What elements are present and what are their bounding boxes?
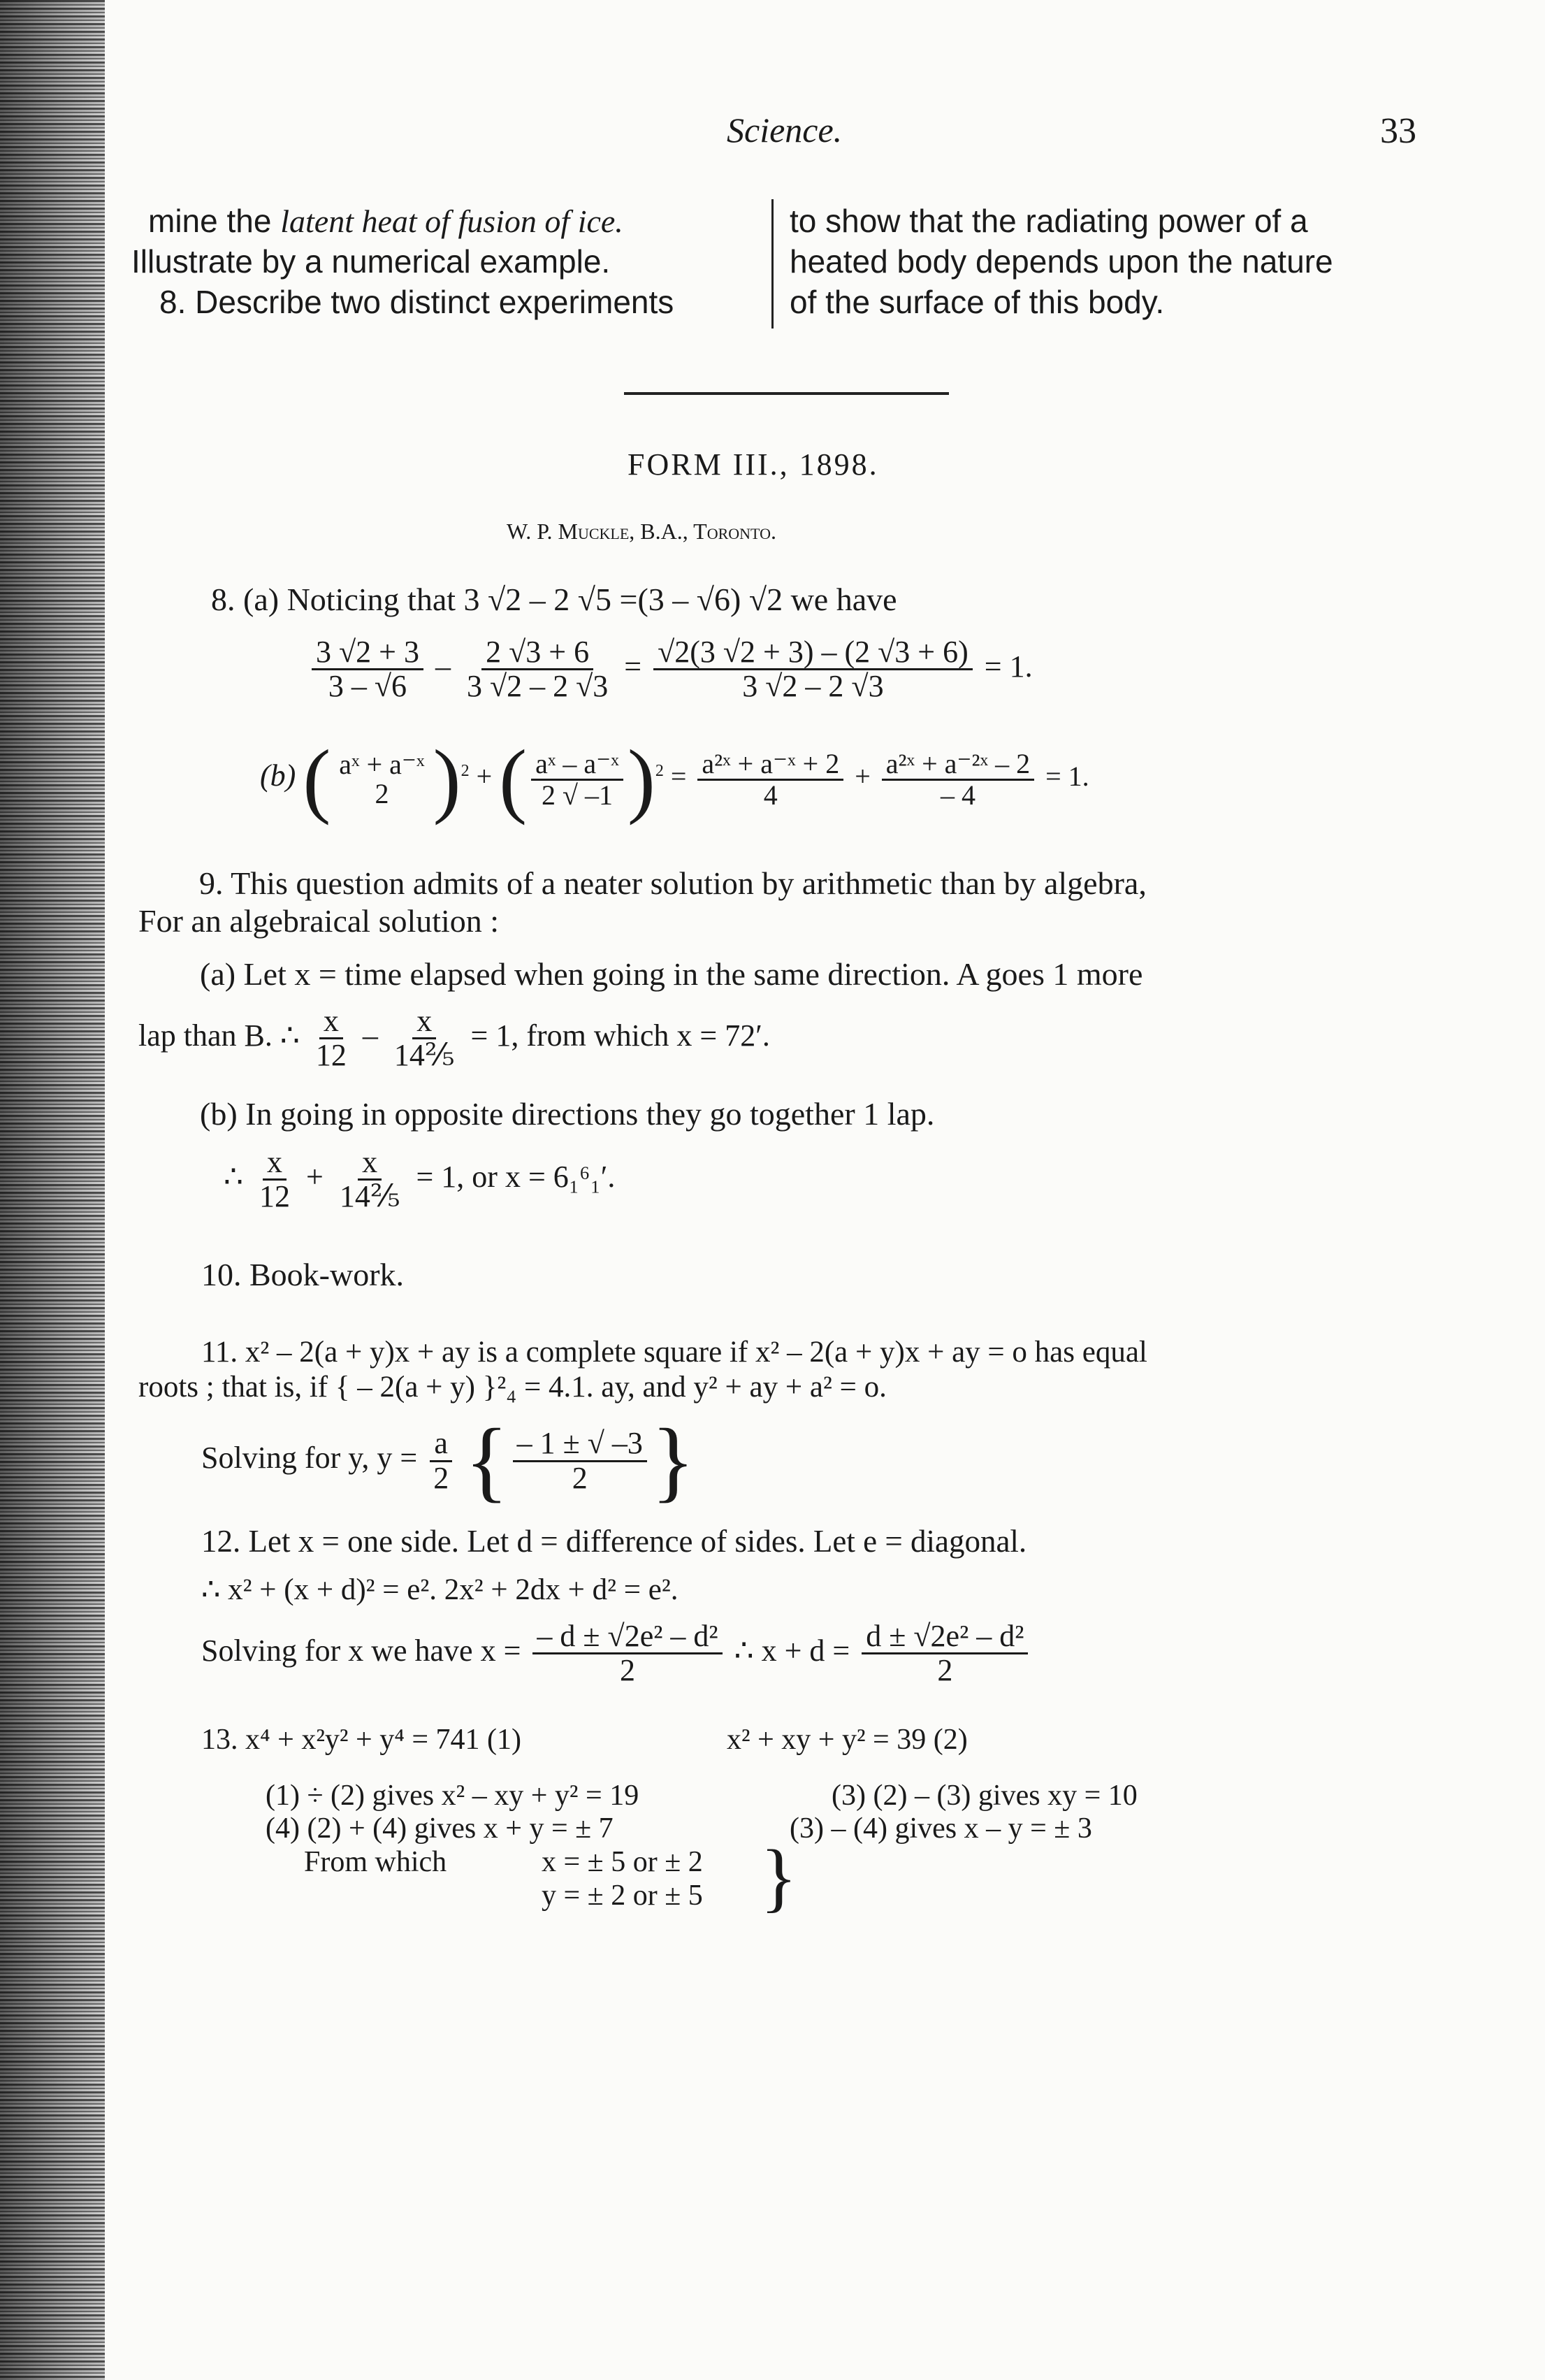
q8b-fraction-2: $\frac{\text{a²ˣ + a⁻²ˣ – 2}}{- 4}$: [882, 749, 1034, 810]
q8b-fraction-1: $\frac{\text{a²ˣ + a⁻ˣ + 2}}{4}$: [697, 749, 843, 810]
q13-row-2-right: (3) – (4) gives x – y = ± 3: [790, 1812, 1092, 1845]
top-left-line-2: Illustrate by a numerical example.: [131, 243, 611, 280]
q9b-fraction-2: $\frac{x}{\text{14⅖}}$: [339, 1145, 400, 1214]
q9a-line: (a) Let x = time elapsed when going in the same direction. A goes 1 more: [200, 956, 1143, 992]
top-left-line-1: mine the latent heat of fusion of ice.: [148, 203, 623, 239]
q8b-paren-fraction-1: aˣ + a⁻ˣ 2: [339, 749, 425, 809]
q9-line-2: For an algebraical solution :: [138, 903, 500, 939]
top-left-italic: latent heat of fusion of ice.: [280, 203, 623, 239]
form-author: W. P. Muckle, B.A., Toronto.: [507, 519, 776, 544]
q11-line-2: roots ; that is, if { – 2(a + y) }²₄ = 4.1. ay, and y² + ay + a² = o.: [138, 1371, 887, 1404]
section-rule: [624, 392, 949, 395]
q13-y-values: y = ± 2 or ± 5: [542, 1880, 703, 1912]
top-left-line-3: 8. Describe two distinct experiments: [159, 284, 674, 320]
q8b-equation: (b) ( aˣ + a⁻ˣ 2 )$^2$ + ( $\frac{\text{aˣ – a⁻ˣ}}{2 √ -1}$ )$^2$ = $\frac{\text{a²ˣ + a⁻ˣ + 2}}{4}$ + $\frac{\text{a²ˣ + a⁻²ˣ – 2}}{- 4}$ = 1.: [260, 733, 1089, 825]
q13-equation-1: 13. x⁴ + x²y² + y⁴ = 741 (1): [201, 1724, 522, 1756]
q9a-fraction-1: $\frac{x}{12}$: [315, 1004, 347, 1073]
q8a-fraction-1: $\frac{3 √2 + 3}{3 - √6}$: [312, 636, 423, 702]
running-title: Science.: [727, 110, 843, 150]
q9-line-1: 9. This question admits of a neater solution by arithmetic than by algebra,: [199, 865, 1147, 901]
q8a-equation: $\frac{3 √2 + 3}{3 - √6}$ – $\frac{2 √3 + 6}{3 √2 - 2 √3}$ = $\frac{√2(3 √2 + 3) - (2 √3 + 6)}{3 √2 - 2 √3}$ = 1.: [307, 636, 1033, 702]
q12-line-1: 12. Let x = one side. Let d = difference of sides. Let e = diagonal.: [201, 1524, 1027, 1559]
q12-fraction-2: $\frac{\text{d ± √2e² – d²}}{2}$: [862, 1620, 1028, 1687]
q13-x-values: x = ± 5 or ± 2: [542, 1846, 703, 1878]
q8a-fraction-2: $\frac{2 √3 + 6}{3 √2 - 2 √3}$: [466, 635, 609, 704]
top-right-line-1: to show that the radiating power of a: [790, 203, 1308, 239]
q12-line-2: ∴ x² + (x + d)² = e². 2x² + 2dx + d² = e².: [201, 1573, 679, 1606]
q12-fraction-1: $\frac{\text{– d ± √2e² – d²}}{2}$: [532, 1620, 722, 1687]
q10-line: 10. Book-work.: [201, 1257, 405, 1292]
q13-row-2-left: (4) (2) + (4) gives x + y = ± 7: [266, 1812, 614, 1845]
q9b-fraction-1: $\frac{x}{12}$: [259, 1145, 290, 1214]
q9a-equation: lap than B. ∴ $\frac{x}{12}$ – $\frac{x}{\text{14⅖}}$ = 1, from which x = 72′.: [138, 1004, 770, 1073]
q8a-intro: 8. (a) Noticing that 3 √2 – 2 √5 =(3 – √6) √2 we have: [211, 582, 897, 617]
q11-line-1: 11. x² – 2(a + y)x + ay is a complete square if x² – 2(a + y)x + ay = o has equal: [201, 1336, 1147, 1369]
scanned-spine-edge: [0, 0, 105, 2380]
q12-solution: Solving for x we have x = $\frac{\text{– d ± √2e² – d²}}{2}$ ∴ x + d = $\frac{\text{d ± √2e² – d²}}{2}$: [201, 1620, 1032, 1687]
q8b-paren-fraction-2: $\frac{\text{aˣ – a⁻ˣ}}{2 √ -1}$: [531, 749, 623, 810]
top-right-line-3: of the surface of this body.: [790, 284, 1165, 320]
q13-row-1-right: (3) (2) – (3) gives xy = 10: [832, 1780, 1138, 1812]
q9a-fraction-2: $\frac{x}{\text{14⅖}}$: [393, 1004, 455, 1073]
q9b-line: (b) In going in opposite directions they go together 1 lap.: [200, 1096, 935, 1132]
q13-brace: }: [760, 1834, 797, 1919]
q11-inner-fraction: $\frac{- 1 \pm √ -3}{2}$: [513, 1427, 647, 1494]
q13-row-1-left: (1) ÷ (2) gives x² – xy + y² = 19: [266, 1780, 639, 1812]
form-title: FORM III., 1898.: [628, 447, 879, 482]
q8a-fraction-3: $\frac{√2(3 √2 + 3) - (2 √3 + 6)}{3 √2 - 2 √3}$: [653, 636, 973, 702]
q9b-equation: ∴ $\frac{x}{12}$ + $\frac{x}{\text{14⅖}}$ = 1, or x = 6₁⁶₁′.: [224, 1145, 616, 1214]
q11-fraction: $\frac{a}{2}$: [429, 1427, 453, 1494]
page-number: 33: [1380, 111, 1416, 151]
q13-from-which: From which: [304, 1846, 447, 1878]
top-right-line-2: heated body depends upon the nature: [790, 243, 1333, 280]
q11-solution: Solving for y, y = $\frac{a}{2}$ { $\frac{- 1 \pm √ -3}{2}$ }: [201, 1411, 695, 1511]
column-divider: [771, 199, 774, 329]
q13-equation-2: x² + xy + y² = 39 (2): [727, 1724, 968, 1756]
